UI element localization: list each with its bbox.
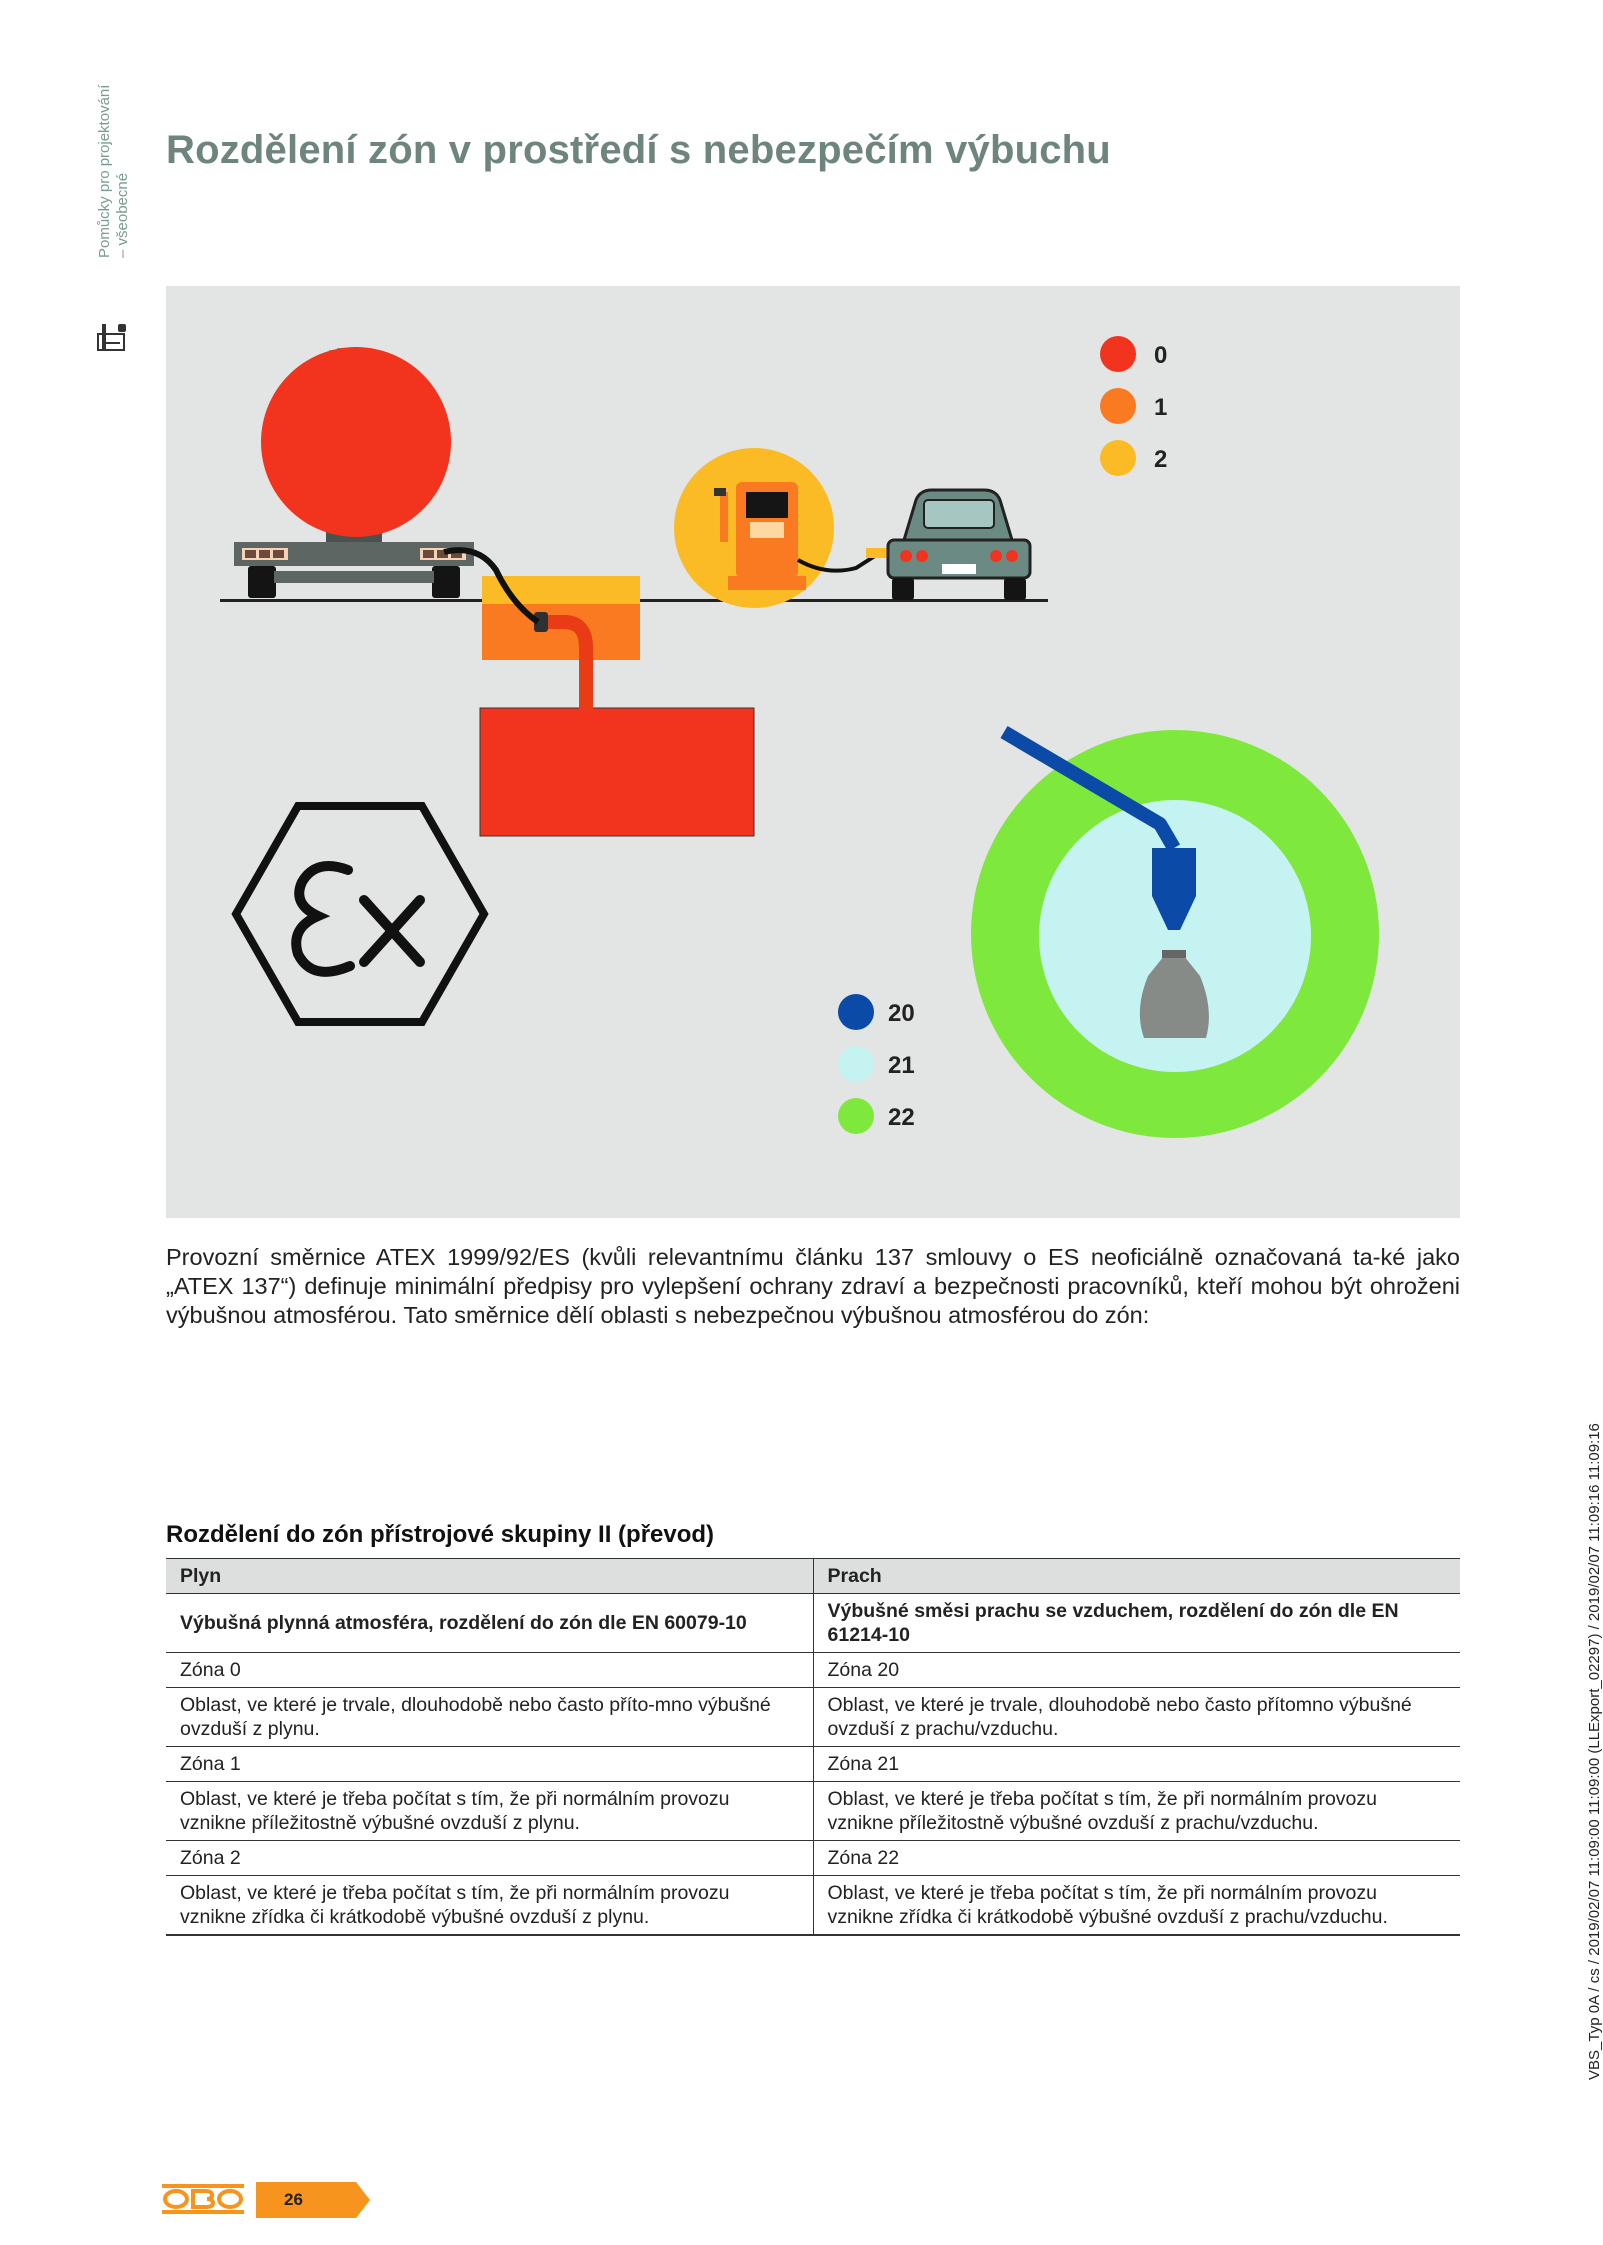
legend-dot-zone-21 [838,1046,874,1082]
table-cell: Zóna 2 [166,1841,813,1876]
page-number: 26 [284,2190,303,2209]
page-title: Rozdělení zón v prostředí s nebezpečím výbuchu [166,128,1111,172]
car [888,490,1030,600]
plug-cable-icon [96,322,130,352]
legend-label-zone-1: 1 [1154,394,1168,421]
table-cell: Zóna 20 [813,1653,1460,1688]
section-label-line2: – všeobecné [114,172,131,258]
legend-dot-zone-2 [1100,440,1136,476]
table-cell: Zóna 21 [813,1747,1460,1782]
subheader-gas: Výbušná plynná atmosféra, rozdělení do zón dle EN 60079-10 [166,1594,813,1653]
legend-dot-zone-20 [838,994,874,1030]
table-cell: Zóna 1 [166,1747,813,1782]
table-header-row [166,1559,1460,1594]
table-cell: Oblast, ve které je třeba počítat s tím, že při normálním provozu vznikne příležitostně výbušné ovzduší z prachu/vzduchu. [813,1782,1460,1841]
table-row [166,1747,1460,1782]
legend-dot-zone-0 [1100,336,1136,372]
ex-hexagon-icon [236,806,484,1022]
table-row [166,1876,1460,1936]
tank-truck [234,347,474,598]
table-subheader-row [166,1594,1460,1653]
table-cell: Oblast, ve které je trvale, dlouhodobě nebo často příto-mno výbušné ovzduší z plynu. [166,1688,813,1747]
header-gas: Plyn [166,1559,813,1594]
header-dust: Prach [813,1559,1460,1594]
legend-label-zone-0: 0 [1154,342,1168,369]
table-cell: Oblast, ve které je trvale, dlouhodobě nebo často přítomno výbušné ovzduší z prachu/vzduchu. [813,1688,1460,1747]
table-cell: Oblast, ve které je třeba počítat s tím, že při normálním provozu vznikne zřídka či krátkodobě výbušné ovzduší z plynu. [166,1876,813,1936]
page-number-badge [256,2182,370,2218]
tank-zone-0 [261,347,451,537]
zone-illustration [166,286,1460,1218]
table-cell: Oblast, ve které je třeba počítat s tím, že při normálním provozu vznikne zřídka či krátkodobě výbušné ovzduší z prachu/vzduchu. [813,1876,1460,1936]
obo-logo [162,2184,244,2214]
table-row [166,1782,1460,1841]
table-cell: Oblast, ve které je třeba počítat s tím, že při normálním provozu vznikne příležitostně výbušné ovzduší z plynu. [166,1782,813,1841]
legend-dot-zone-22 [838,1098,874,1134]
table-row [166,1841,1460,1876]
table-cell: Zóna 22 [813,1841,1460,1876]
underground-tank [480,708,754,836]
legend-label-zone-22: 22 [888,1104,915,1131]
table-title: Rozdělení do zón přístrojové skupiny II (převod) [166,1521,715,1548]
legend-label-zone-20: 20 [888,1000,915,1027]
zone-table [166,1558,1460,1936]
intro-paragraph: Provozní směrnice ATEX 1999/92/ES (kvůli relevantnímu článku 137 smlouvy o ES neoficiálně označovaná ta-ké jako „ATEX 137“) definuje minimální předpisy pro vylepšení ochrany zdraví a bezpečnosti pracovníků, kteří mohou být ohroženi výbušnou atmosférou. Tato směrnice dělí oblasti s nebezpečnou výbušnou atmosférou do zón: [166,1244,1460,1328]
zone-1-area [482,604,640,660]
gas-zone-legend [1100,336,1167,476]
legend-label-zone-2: 2 [1154,446,1168,473]
table-row [166,1688,1460,1747]
table-row [166,1653,1460,1688]
section-label-line1: Pomůcky pro projektování [96,84,113,258]
legend-dot-zone-1 [1100,388,1136,424]
print-info-text: VBS_Typ 0A / cs / 2019/02/07 11:09:00 11:09:00 (LLExport_02297) / 2019/02/07 11:09:16 11:09:16 [1586,1423,1603,2080]
subheader-dust: Výbušné směsi prachu se vzduchem, rozdělení do zón dle EN 61214-10 [813,1594,1460,1653]
table-cell: Zóna 0 [166,1653,813,1688]
dust-zone-legend [838,994,915,1134]
legend-label-zone-21: 21 [888,1052,915,1079]
